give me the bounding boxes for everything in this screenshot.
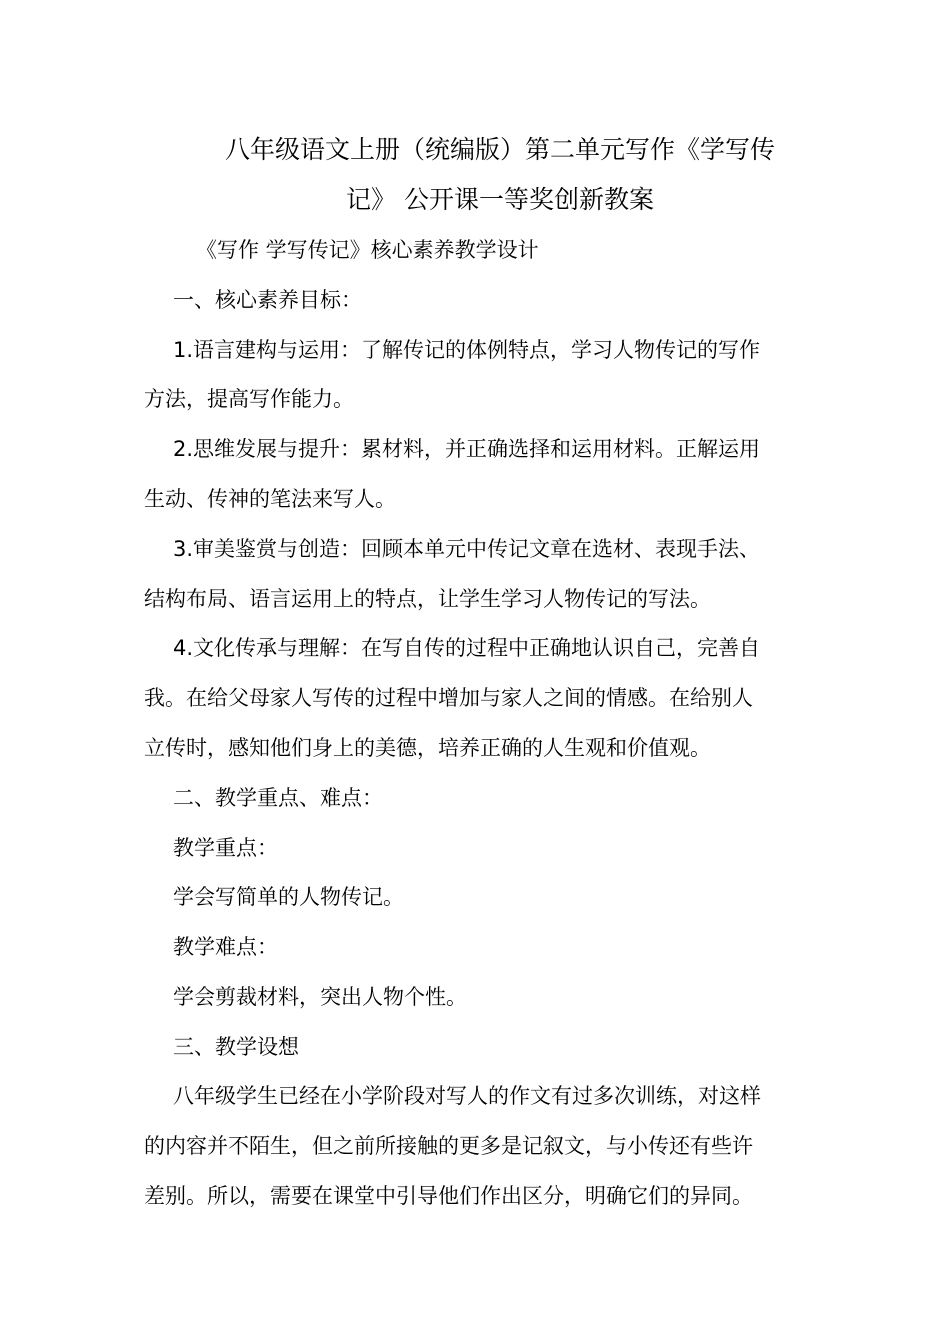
goal-1-line-1: 1.语言建构与运用：了解传记的体例特点，学习人物传记的写作 [173, 338, 761, 362]
section-2-heading: 二、教学重点、难点： [173, 786, 383, 810]
section-3-heading: 三、教学设想 [173, 1035, 299, 1059]
key-point-label: 教学重点： [173, 836, 278, 860]
goal-2-line-1: 2.思维发展与提升：累材料，并正确选择和运用材料。正解运用 [173, 437, 761, 461]
title-line-2: 记》 公开课一等奖创新教案 [346, 185, 654, 214]
goal-4-line-3: 立传时，感知他们身上的美德，培养正确的人生观和价值观。 [144, 736, 711, 760]
idea-line-2: 的内容并不陌生，但之前所接触的更多是记叙文，与小传还有些许 [144, 1134, 753, 1158]
goal-4-line-1: 4.文化传承与理解：在写自传的过程中正确地认识自己，完善自 [173, 636, 761, 660]
key-point-text: 学会写简单的人物传记。 [173, 885, 404, 909]
idea-line-1: 八年级学生已经在小学阶段对写人的作文有过多次训练，对这样 [173, 1084, 761, 1108]
goal-1-line-2: 方法，提高写作能力。 [144, 387, 354, 411]
idea-line-3: 差别。所以，需要在课堂中引导他们作出区分，明确它们的异同。 [144, 1184, 753, 1208]
goal-3-line-1: 3.审美鉴赏与创造：回顾本单元中传记文章在选材、表现手法、 [173, 537, 761, 561]
goal-3-line-2: 结构布局、语言运用上的特点，让学生学习人物传记的写法。 [144, 587, 711, 611]
difficulty-text: 学会剪裁材料，突出人物个性。 [173, 985, 467, 1009]
goal-2-line-2: 生动、传神的笔法来写人。 [144, 487, 396, 511]
subtitle: 《写作 学写传记》核心素养教学设计 [196, 238, 539, 262]
goal-4-line-2: 我。在给父母家人写传的过程中增加与家人之间的情感。在给别人 [144, 686, 753, 710]
section-1-heading: 一、核心素养目标： [173, 288, 362, 312]
difficulty-label: 教学难点： [173, 935, 278, 959]
title-line-1: 八年级语文上册（统编版）第二单元写作《学写传 [224, 135, 775, 164]
